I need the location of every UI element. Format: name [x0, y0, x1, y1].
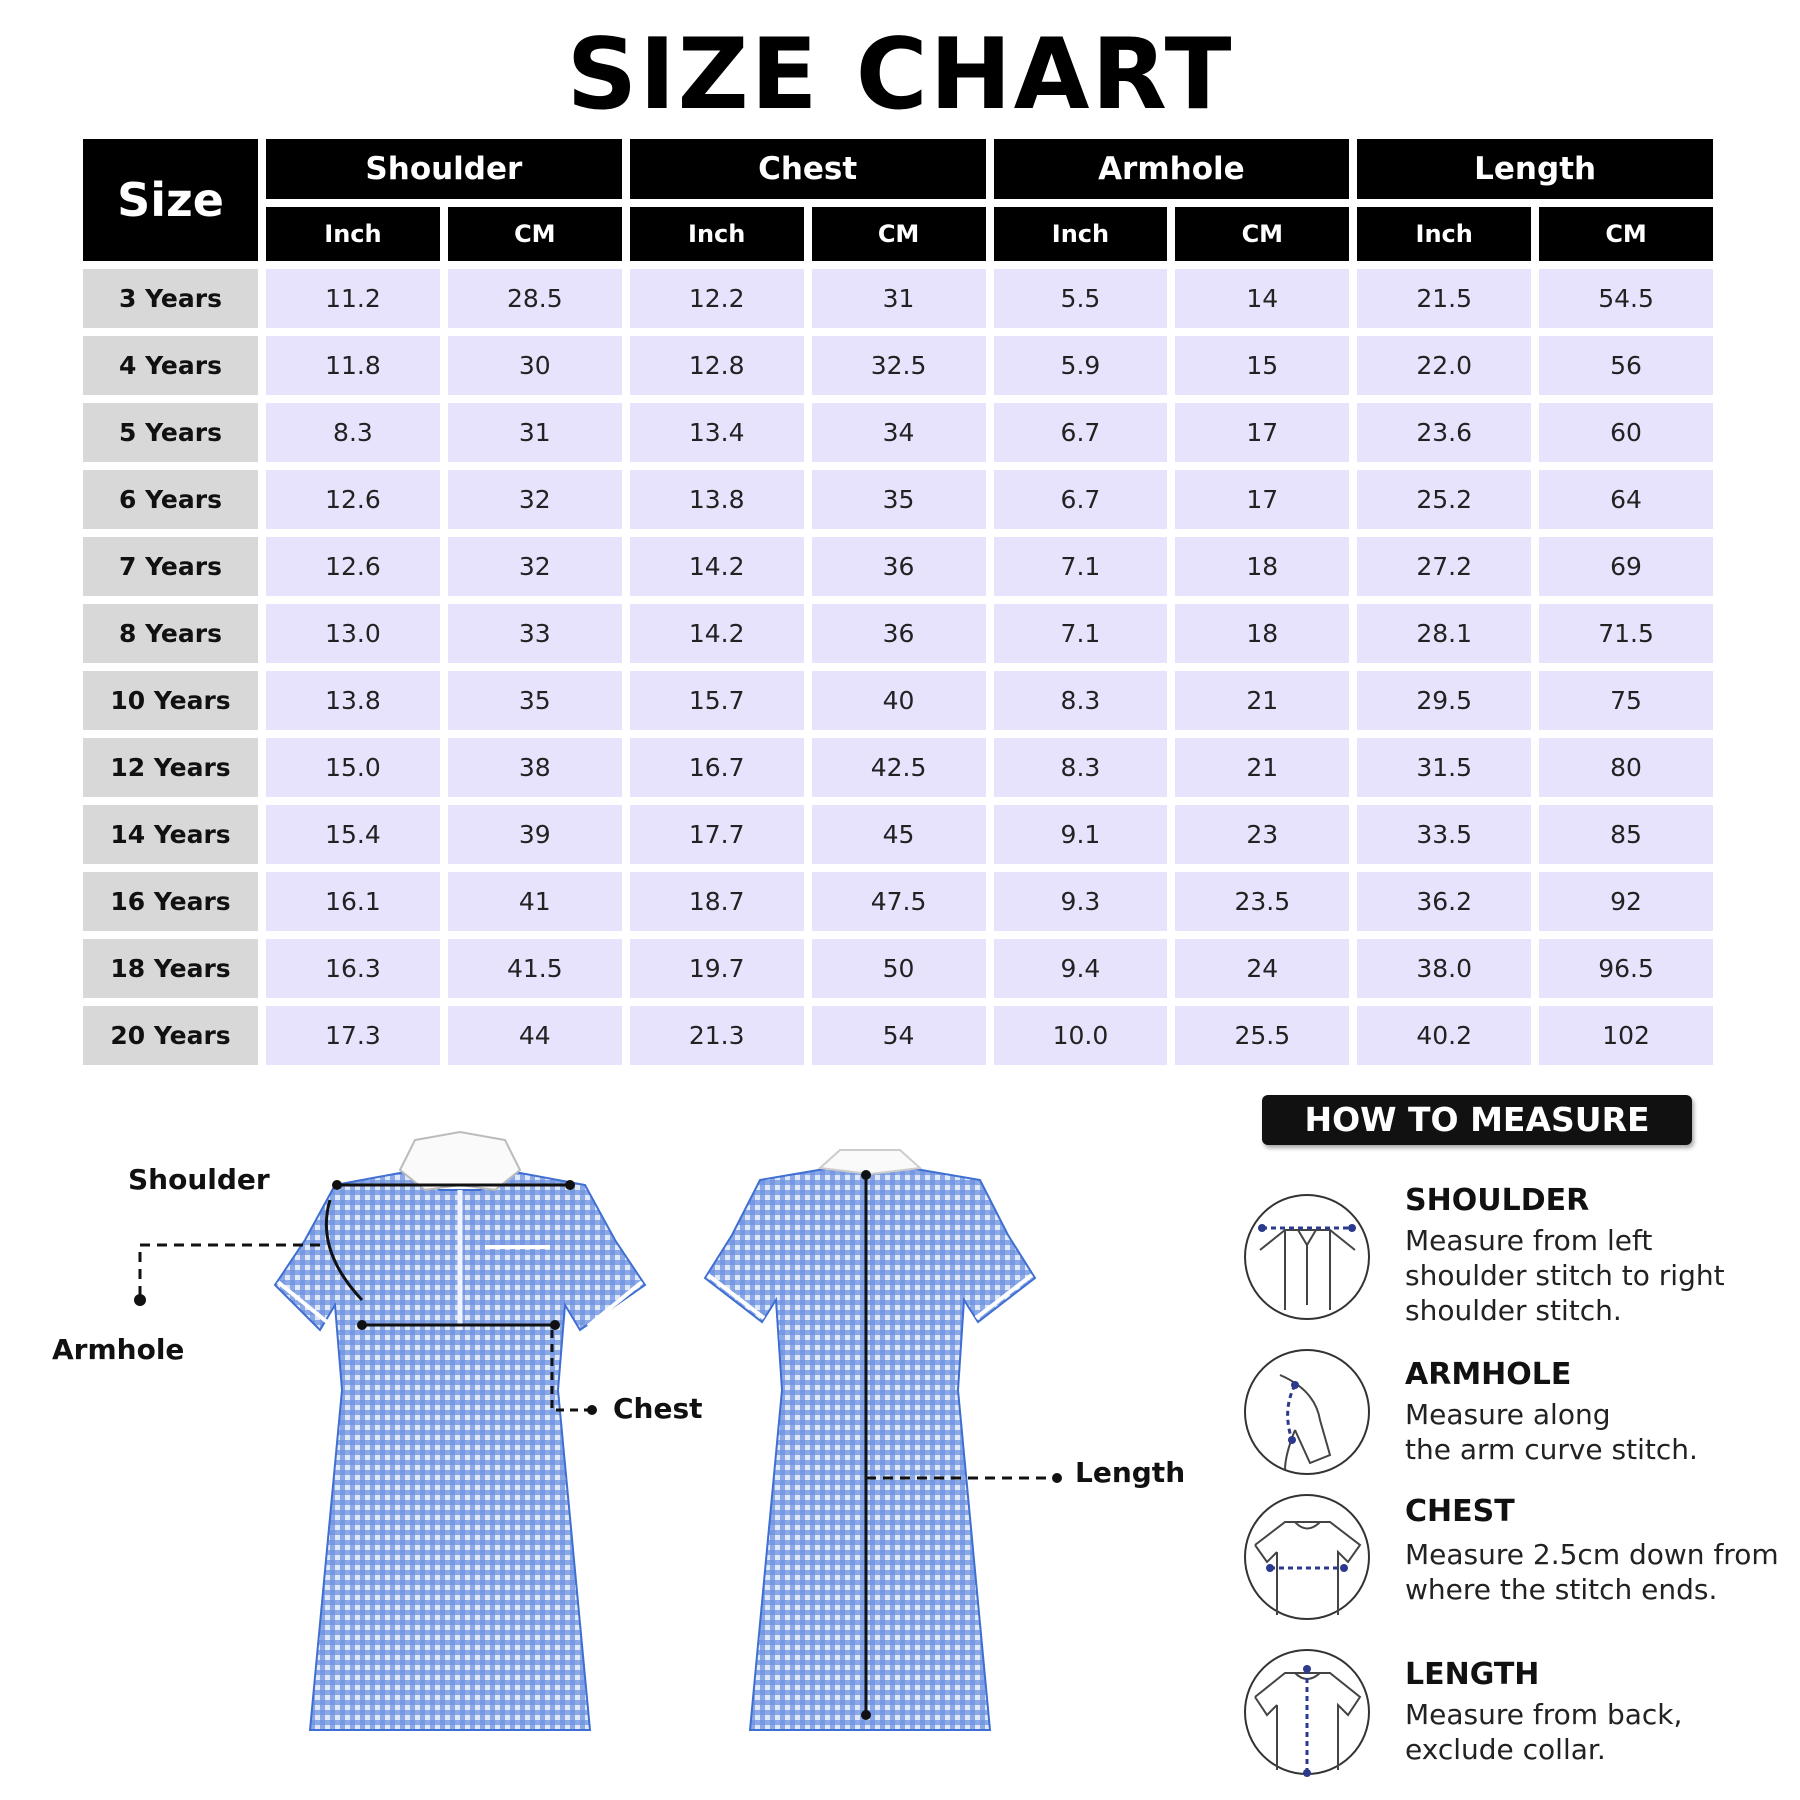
- measurement-cell: 14.2: [630, 604, 804, 663]
- measurement-cell: 30: [448, 336, 622, 395]
- measurement-cell: 18.7: [630, 872, 804, 931]
- measurement-cell: 7.1: [994, 604, 1168, 663]
- measurement-cell: 47.5: [812, 872, 986, 931]
- measurement-cell: 50: [812, 939, 986, 998]
- measurement-cell: 38.0: [1357, 939, 1531, 998]
- measurement-cell: 13.0: [266, 604, 440, 663]
- measurement-cell: 21.5: [1357, 269, 1531, 328]
- measurement-cell: 25.2: [1357, 470, 1531, 529]
- measurement-cell: 17.7: [630, 805, 804, 864]
- measurement-cell: 16.7: [630, 738, 804, 797]
- measurement-cell: 15: [1175, 336, 1349, 395]
- unit-header-cm: CM: [1175, 207, 1349, 261]
- measurement-cell: 11.2: [266, 269, 440, 328]
- measurement-cell: 5.9: [994, 336, 1168, 395]
- size-cell: 7 Years: [83, 537, 258, 596]
- measurement-cell: 18: [1175, 604, 1349, 663]
- shoulder-measure-icon: [1240, 1190, 1375, 1325]
- measurement-cell: 41.5: [448, 939, 622, 998]
- measurement-cell: 21: [1175, 738, 1349, 797]
- measurement-cell: 23.5: [1175, 872, 1349, 931]
- measurement-cell: 80: [1539, 738, 1713, 797]
- length-measure-icon: [1240, 1645, 1375, 1780]
- measurement-cell: 36.2: [1357, 872, 1531, 931]
- measurement-cell: 8.3: [266, 403, 440, 462]
- measurement-cell: 9.3: [994, 872, 1168, 931]
- shoulder-howto-title: SHOULDER: [1405, 1183, 1590, 1218]
- size-cell: 3 Years: [83, 269, 258, 328]
- measurement-cell: 69: [1539, 537, 1713, 596]
- measurement-cell: 32: [448, 470, 622, 529]
- unit-header-inch: Inch: [1357, 207, 1531, 261]
- measurement-cell: 54: [812, 1006, 986, 1065]
- measurement-cell: 71.5: [1539, 604, 1713, 663]
- shoulder-howto-desc: Measure from left shoulder stitch to right shoulder stitch.: [1405, 1224, 1725, 1327]
- measurement-cell: 9.4: [994, 939, 1168, 998]
- size-cell: 8 Years: [83, 604, 258, 663]
- shoulder-group-header: Shoulder: [266, 139, 622, 199]
- measurement-cell: 31.5: [1357, 738, 1531, 797]
- measurement-cell: 85: [1539, 805, 1713, 864]
- measurement-cell: 15.0: [266, 738, 440, 797]
- size-cell: 10 Years: [83, 671, 258, 730]
- measurement-cell: 22.0: [1357, 336, 1531, 395]
- measurement-cell: 36: [812, 604, 986, 663]
- armhole-howto-title: ARMHOLE: [1405, 1357, 1572, 1392]
- measurement-cell: 35: [812, 470, 986, 529]
- length-callout-label: Length: [1075, 1456, 1186, 1489]
- chest-measure-icon: [1240, 1490, 1375, 1625]
- measurement-cell: 8.3: [994, 738, 1168, 797]
- measurement-cell: 6.7: [994, 470, 1168, 529]
- measurement-cell: 92: [1539, 872, 1713, 931]
- measurement-cell: 21: [1175, 671, 1349, 730]
- measurement-cell: 12.2: [630, 269, 804, 328]
- measurement-cell: 29.5: [1357, 671, 1531, 730]
- size-cell: 18 Years: [83, 939, 258, 998]
- measurement-cell: 10.0: [994, 1006, 1168, 1065]
- unit-header-cm: CM: [1539, 207, 1713, 261]
- measurement-cell: 17: [1175, 470, 1349, 529]
- measurement-cell: 34: [812, 403, 986, 462]
- unit-header-cm: CM: [812, 207, 986, 261]
- measurement-cell: 11.8: [266, 336, 440, 395]
- measurement-cell: 5.5: [994, 269, 1168, 328]
- chest-howto-desc: Measure 2.5cm down from where the stitch ends.: [1405, 1538, 1779, 1606]
- size-cell: 5 Years: [83, 403, 258, 462]
- measurement-cell: 75: [1539, 671, 1713, 730]
- length-howto-desc: Measure from back, exclude collar.: [1405, 1698, 1683, 1766]
- measurement-cell: 17: [1175, 403, 1349, 462]
- measurement-cell: 36: [812, 537, 986, 596]
- measurement-cell: 40: [812, 671, 986, 730]
- measurement-cell: 16.3: [266, 939, 440, 998]
- measurement-cell: 12.6: [266, 470, 440, 529]
- measurement-cell: 6.7: [994, 403, 1168, 462]
- size-cell: 4 Years: [83, 336, 258, 395]
- length-group-header: Length: [1357, 139, 1713, 199]
- measurement-cell: 21.3: [630, 1006, 804, 1065]
- measurement-cell: 40.2: [1357, 1006, 1531, 1065]
- length-howto-title: LENGTH: [1405, 1657, 1540, 1692]
- chest-group-header: Chest: [630, 139, 986, 199]
- measurement-cell: 17.3: [266, 1006, 440, 1065]
- measurement-cell: 18: [1175, 537, 1349, 596]
- size-cell: 14 Years: [83, 805, 258, 864]
- measurement-cell: 12.8: [630, 336, 804, 395]
- size-cell: 6 Years: [83, 470, 258, 529]
- measurement-cell: 14.2: [630, 537, 804, 596]
- measurement-cell: 35: [448, 671, 622, 730]
- measurement-cell: 44: [448, 1006, 622, 1065]
- measurement-cell: 32.5: [812, 336, 986, 395]
- measurement-cell: 42.5: [812, 738, 986, 797]
- size-column-header: Size: [83, 139, 258, 261]
- measurement-cell: 16.1: [266, 872, 440, 931]
- measurement-cell: 60: [1539, 403, 1713, 462]
- how-to-measure-banner: HOW TO MEASURE: [1262, 1095, 1692, 1145]
- measurement-cell: 64: [1539, 470, 1713, 529]
- measurement-cell: 19.7: [630, 939, 804, 998]
- measurement-cell: 31: [812, 269, 986, 328]
- measurement-cell: 96.5: [1539, 939, 1713, 998]
- armhole-callout-label: Armhole: [52, 1333, 185, 1366]
- measurement-cell: 31: [448, 403, 622, 462]
- armhole-group-header: Armhole: [994, 139, 1350, 199]
- measurement-cell: 33.5: [1357, 805, 1531, 864]
- measurement-cell: 28.5: [448, 269, 622, 328]
- unit-header-inch: Inch: [266, 207, 440, 261]
- measurement-cell: 8.3: [994, 671, 1168, 730]
- measurement-cell: 24: [1175, 939, 1349, 998]
- measurement-cell: 39: [448, 805, 622, 864]
- measurement-cell: 15.7: [630, 671, 804, 730]
- unit-header-inch: Inch: [994, 207, 1168, 261]
- chest-callout-label: Chest: [613, 1392, 703, 1425]
- measurement-cell: 28.1: [1357, 604, 1531, 663]
- measurement-cell: 12.6: [266, 537, 440, 596]
- page-title: SIZE CHART: [566, 18, 1234, 132]
- chest-howto-title: CHEST: [1405, 1494, 1515, 1529]
- unit-header-inch: Inch: [630, 207, 804, 261]
- measurement-cell: 13.4: [630, 403, 804, 462]
- measurement-cell: 23.6: [1357, 403, 1531, 462]
- size-cell: 20 Years: [83, 1006, 258, 1065]
- measurement-cell: 56: [1539, 336, 1713, 395]
- measurement-cell: 15.4: [266, 805, 440, 864]
- measurement-cell: 41: [448, 872, 622, 931]
- measurement-cell: 32: [448, 537, 622, 596]
- measurement-cell: 27.2: [1357, 537, 1531, 596]
- measurement-cell: 13.8: [266, 671, 440, 730]
- size-cell: 12 Years: [83, 738, 258, 797]
- measurement-cell: 9.1: [994, 805, 1168, 864]
- measurement-cell: 54.5: [1539, 269, 1713, 328]
- measurement-cell: 25.5: [1175, 1006, 1349, 1065]
- measurement-cell: 13.8: [630, 470, 804, 529]
- armhole-howto-desc: Measure along the arm curve stitch.: [1405, 1398, 1698, 1466]
- measurement-cell: 102: [1539, 1006, 1713, 1065]
- unit-header-cm: CM: [448, 207, 622, 261]
- measurement-cell: 14: [1175, 269, 1349, 328]
- shoulder-callout-label: Shoulder: [128, 1163, 270, 1196]
- measurement-cell: 33: [448, 604, 622, 663]
- armhole-measure-icon: [1240, 1345, 1375, 1480]
- measurement-cell: 45: [812, 805, 986, 864]
- measurement-cell: 7.1: [994, 537, 1168, 596]
- size-cell: 16 Years: [83, 872, 258, 931]
- measurement-cell: 38: [448, 738, 622, 797]
- measurement-cell: 23: [1175, 805, 1349, 864]
